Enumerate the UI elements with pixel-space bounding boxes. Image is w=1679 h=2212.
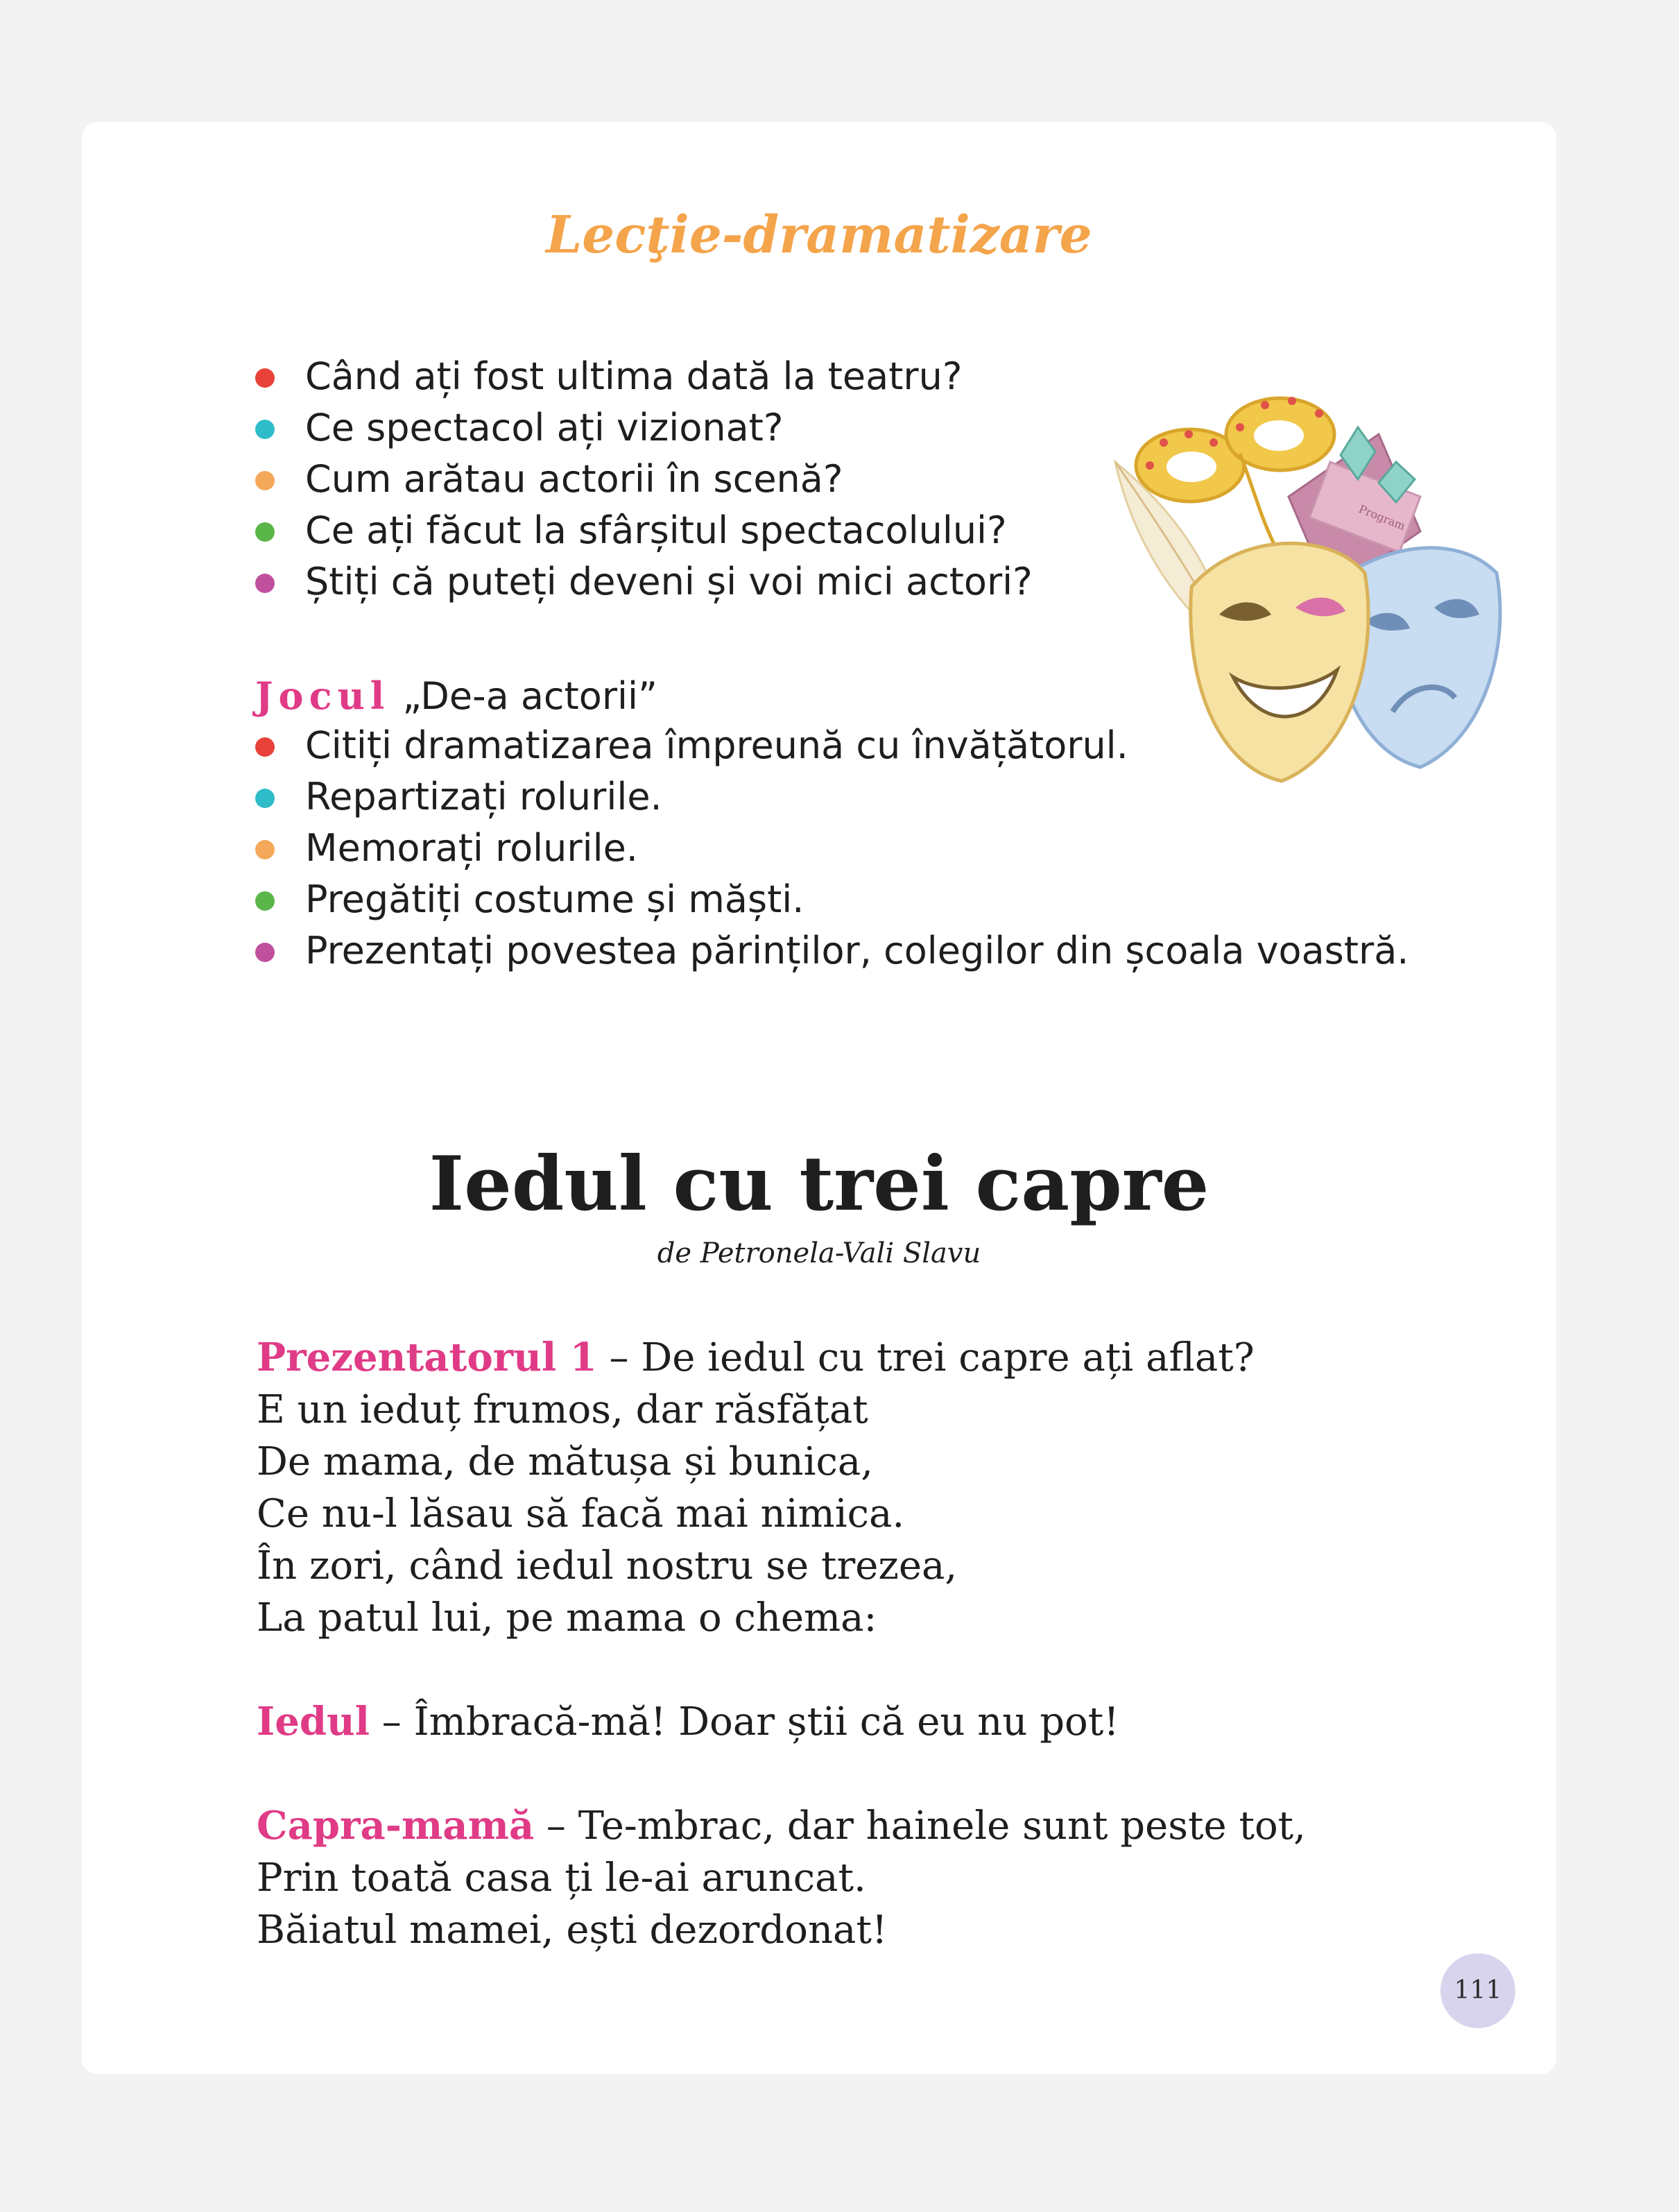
- speaker-name: Iedul: [257, 1699, 370, 1744]
- story-title: Iedul cu trei capre: [429, 1140, 1209, 1228]
- story-author: de Petronela-Vali Slavu: [657, 1237, 981, 1269]
- bullet-dot-icon: [255, 471, 275, 490]
- question-item: [255, 505, 1033, 556]
- question-text: Cum arătau actorii în scenă?: [305, 457, 843, 501]
- game-heading: [255, 670, 657, 721]
- verse-line: În zori, când iedul nostru se trezea,: [257, 1543, 958, 1588]
- verse-line: La patul lui, pe mama o chema:: [257, 1595, 877, 1640]
- question-list: [255, 351, 1033, 608]
- stanza-gap: [257, 1644, 1505, 1696]
- dialogue-text: – Te-mbrac, dar hainele sunt peste tot,: [534, 1803, 1306, 1849]
- question-text: Știți că puteți deveni și voi mici actori?: [305, 560, 1033, 603]
- instruction-item: [255, 720, 1409, 771]
- question-item: [255, 454, 1033, 505]
- verse-line: Prin toată casa ți le-ai aruncat.: [257, 1855, 866, 1901]
- verse-line: Ce nu-l lăsau să facă mai nimica.: [257, 1491, 905, 1536]
- bullet-dot-icon: [255, 522, 275, 542]
- bullet-dot-icon: [255, 737, 275, 757]
- instruction-list: [255, 720, 1409, 977]
- verse-line: E un ieduț frumos, dar răsfățat: [257, 1387, 868, 1432]
- stanza-gap: [257, 1748, 1505, 1800]
- game-name: „De-a actorii”: [402, 674, 658, 718]
- textbook-page: [82, 122, 1556, 2074]
- question-text: Când ați fost ultima dată la teatru?: [305, 354, 963, 398]
- dialogue-text: – Îmbracă-mă! Doar știi că eu nu pot!: [369, 1699, 1119, 1744]
- bullet-dot-icon: [255, 943, 275, 962]
- speaker-name: Capra-mamă: [257, 1803, 535, 1849]
- bullet-dot-icon: [255, 574, 275, 593]
- verse-line: Băiatul mamei, ești dezordonat!: [257, 1907, 888, 1953]
- bullet-dot-icon: [255, 789, 275, 808]
- question-text: Ce ați făcut la sfârșitul spectacolului?: [305, 508, 1007, 552]
- game-word: Jocul: [255, 674, 390, 718]
- question-item: [255, 402, 1033, 454]
- play-text: [257, 1332, 1505, 1956]
- lesson-title: Lecţie-dramatizare: [546, 205, 1092, 265]
- instruction-item: [255, 925, 1409, 977]
- dialogue-line: [257, 1332, 1505, 1384]
- instruction-item: [255, 823, 1409, 874]
- bullet-dot-icon: [255, 840, 275, 859]
- page-number-badge: 111: [1440, 1953, 1515, 2028]
- instruction-text: Pregătiți costume și măști.: [305, 877, 804, 921]
- instruction-item: [255, 874, 1409, 925]
- question-item: [255, 556, 1033, 608]
- instruction-text: Repartizați rolurile.: [305, 775, 662, 818]
- instruction-text: Citiți dramatizarea împreună cu învățătorul.: [305, 723, 1128, 767]
- bullet-dot-icon: [255, 891, 275, 911]
- instruction-text: Prezentați povestea părinților, colegilor din școala voastră.: [305, 929, 1409, 972]
- program-label: Program: [1357, 502, 1408, 533]
- speaker-name: Prezentatorul 1: [257, 1335, 597, 1380]
- dialogue-line: [257, 1800, 1505, 1852]
- instruction-text: Memorați rolurile.: [305, 826, 638, 870]
- instruction-item: [255, 771, 1409, 823]
- bullet-dot-icon: [255, 420, 275, 439]
- dialogue-text: – De iedul cu trei capre ați aflat?: [596, 1335, 1255, 1380]
- question-text: Ce spectacol ați vizionat?: [305, 406, 784, 449]
- question-item: [255, 351, 1033, 402]
- bullet-dot-icon: [255, 368, 275, 388]
- verse-line: De mama, de mătușa și bunica,: [257, 1439, 874, 1484]
- dialogue-line: [257, 1696, 1505, 1748]
